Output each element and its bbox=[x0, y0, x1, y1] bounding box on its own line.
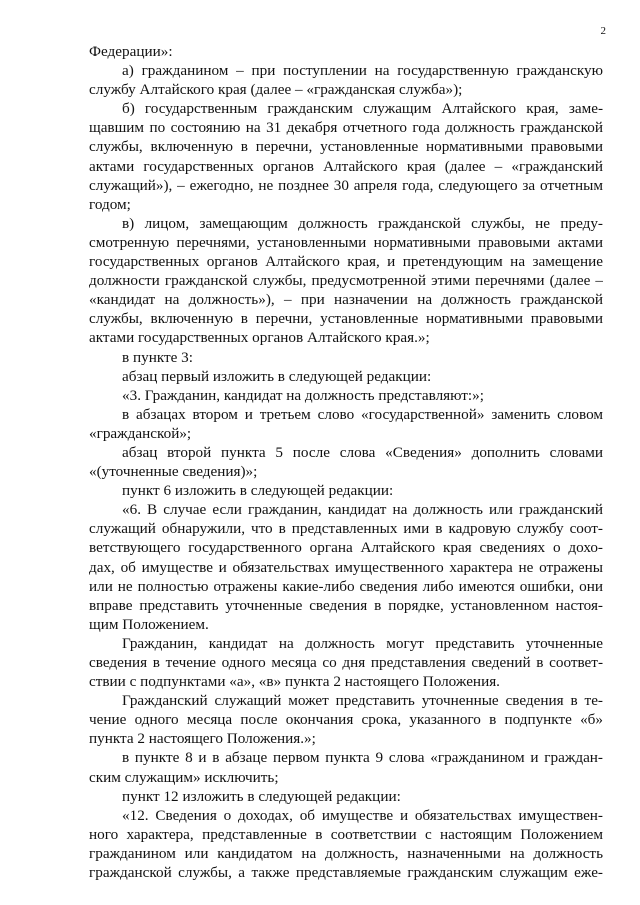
text-line: в абзацах втором и третьем слово «государственной» заменить словом bbox=[122, 405, 603, 423]
text-line: государственных органов Алтайского края, и претендующим на замещение bbox=[89, 253, 603, 271]
text-line: актами государственных органов Алтайского края.»; bbox=[89, 329, 430, 347]
text-line: щавшим по состоянию на 31 декабря отчетного года должность гражданской bbox=[89, 119, 603, 137]
text-line: пункт 6 изложить в следующей редакции: bbox=[122, 482, 394, 500]
text-line: ствии с подпунктами «а», «в» пункта 2 настоящего Положения. bbox=[89, 673, 500, 691]
text-line: «12. Сведения о доходах, об имуществе и обязательствах имуществен- bbox=[122, 806, 603, 824]
text-line: ветствующего государственного органа Алтайского края сведениях о дохо- bbox=[89, 539, 603, 557]
page-number: 2 bbox=[600, 25, 606, 37]
text-line: актами государственных органов Алтайского края (далее – «гражданский bbox=[89, 157, 603, 175]
text-line: гражданской службы, а также представляемые гражданским служащим еже- bbox=[89, 864, 603, 882]
text-line: службы, включенную в перечни, установленные нормативными правовыми bbox=[89, 310, 603, 328]
text-line: гражданином или кандидатом на должность, назначенными на должность bbox=[89, 844, 603, 862]
text-line: службы, включенную в перечни, установленные нормативными правовыми bbox=[89, 138, 603, 156]
text-line: службу Алтайского края (далее – «гражданская служба»); bbox=[89, 81, 463, 99]
text-line: «3. Гражданин, кандидат на должность представляют:»; bbox=[122, 386, 484, 404]
text-line: абзац первый изложить в следующей редакции: bbox=[122, 367, 432, 385]
text-line: чение одного месяца после окончания срока, указанного в подпункте «б» bbox=[89, 711, 603, 729]
text-line: абзац второй пункта 5 после слова «Сведения» дополнить словами bbox=[122, 443, 603, 461]
text-line: «кандидат на должность»), – при назначении на должность гражданской bbox=[89, 291, 603, 309]
text-line: ским служащим» исключить; bbox=[89, 768, 279, 786]
text-line: в пункте 3: bbox=[122, 348, 193, 366]
text-line: в пункте 8 и в абзаце первом пункта 9 слова «гражданином и граждан- bbox=[122, 749, 603, 767]
text-line: «гражданской»; bbox=[89, 424, 192, 442]
text-line: Федерации»: bbox=[89, 43, 173, 60]
text-line: служащий»), – ежегодно, не позднее 30 апреля года, следующего за отчетным bbox=[89, 176, 603, 194]
text-line: годом; bbox=[89, 195, 131, 213]
text-line: должности гражданской службы, предусмотренной этими перечнями (далее – bbox=[89, 272, 603, 290]
document-body bbox=[89, 42, 603, 882]
text-line: пункт 12 изложить в следующей редакции: bbox=[122, 787, 401, 805]
text-line: Гражданин, кандидат на должность могут представить уточненные bbox=[122, 634, 603, 652]
text-line: щим Положением. bbox=[89, 615, 209, 633]
text-line: сведения в течение одного месяца со дня представления сведений в соответ- bbox=[89, 654, 603, 671]
text-line: б) государственным гражданским служащим Алтайского края, заме- bbox=[122, 100, 603, 118]
text-line: дах, об имуществе и обязательствах имущественного характера не отражены bbox=[89, 558, 603, 576]
text-line: а) гражданином – при поступлении на государственную гражданскую bbox=[122, 62, 603, 80]
text-line: в) лицом, замещающим должность гражданской службы, не преду- bbox=[122, 214, 603, 232]
text-line: смотренную перечнями, установленными нормативными правовыми актами bbox=[89, 233, 603, 251]
text-line: или не полностью отражены какие-либо сведения либо имеются ошибки, они bbox=[89, 577, 603, 595]
text-line: «(уточненные сведения)»; bbox=[89, 463, 258, 481]
text-line: пункта 2 настоящего Положения.»; bbox=[89, 730, 316, 748]
text-line: ного характера, представленные в соответствии с настоящим Положением bbox=[89, 825, 603, 843]
text-line: «6. В случае если гражданин, кандидат на должность или гражданский bbox=[122, 501, 603, 519]
text-line: вправе представить уточненные сведения в порядке, установленном настоя- bbox=[89, 596, 603, 614]
text-line: служащий обнаружили, что в представленных ими в кадровую службу соот- bbox=[89, 520, 603, 538]
text-line: Гражданский служащий может представить уточненные сведения в те- bbox=[122, 692, 603, 710]
